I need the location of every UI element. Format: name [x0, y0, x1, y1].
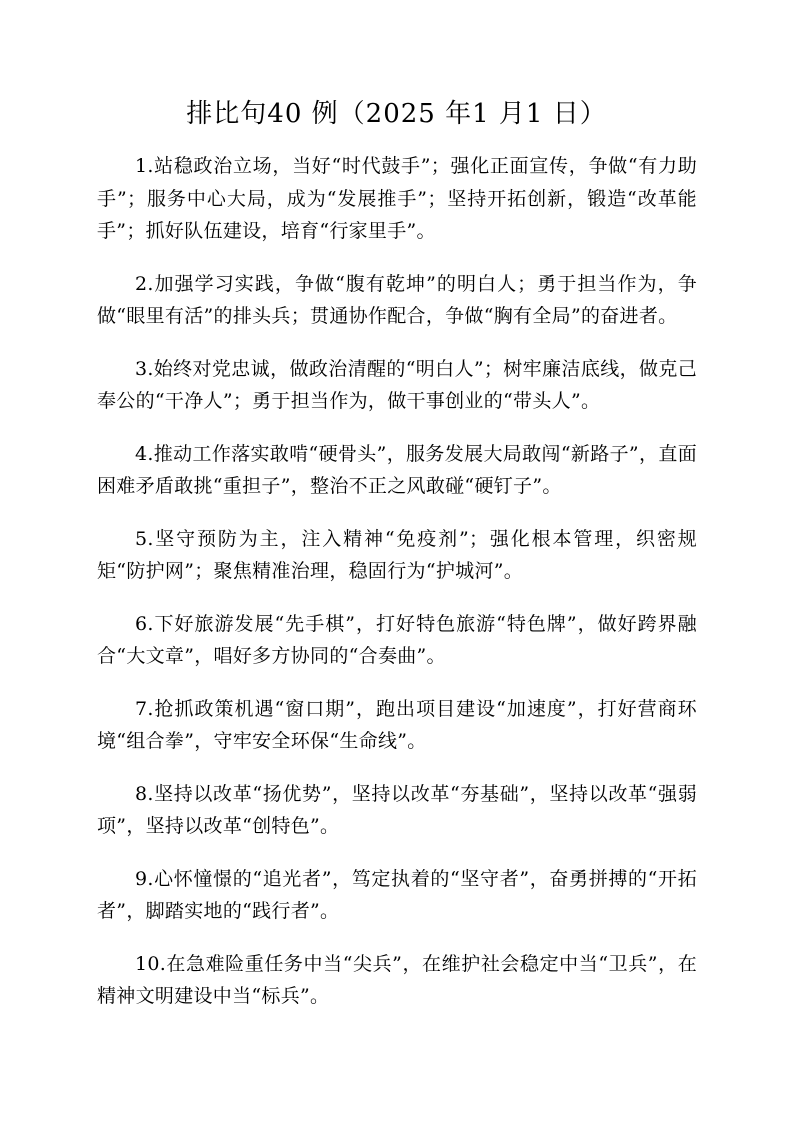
paragraph: 4.推动工作落实敢啃“硬骨头”，服务发展大局敢闯“新路子”，直面困难矛盾敢挑“重担子”，整治不正之风敢碰“硬钉子”。 [97, 442, 697, 497]
document-body [97, 150, 697, 1033]
paragraph: 1.站稳政治立场，当好“时代鼓手”；强化正面宣传，争做“有力助手”；服务中心大局，成为“发展推手”；坚持开拓创新，锻造“改革能手”；抓好队伍建设，培育“行家里手”。 [97, 155, 697, 242]
document-title: 排比句40 例（2025 年1 月1 日） [186, 99, 607, 129]
paragraph: 3.始终对党忠诚，做政治清醒的“明白人”；树牢廉洁底线，做克己奉公的“干净人”；勇于担当作为，做干事创业的“带头人”。 [97, 357, 697, 412]
paragraph: 7.抢抓政策机遇“窗口期”，跑出项目建设“加速度”，打好营商环境“组合拳”，守牢安全环保“生命线”。 [97, 697, 697, 752]
paragraph: 2.加强学习实践，争做“腹有乾坤”的明白人；勇于担当作为，争做“眼里有活”的排头兵；贯通协作配合，争做“胸有全局”的奋进者。 [97, 272, 697, 327]
paragraph: 10.在急难险重任务中当“尖兵”，在维护社会稳定中当“卫兵”，在精神文明建设中当“标兵”。 [97, 952, 697, 1007]
paragraph: 9.心怀憧憬的“追光者”，笃定执着的“坚守者”，奋勇拼搏的“开拓者”，脚踏实地的“践行者”。 [97, 867, 697, 922]
paragraph: 6.下好旅游发展“先手棋”，打好特色旅游“特色牌”，做好跨界融合“大文章”，唱好多方协同的“合奏曲”。 [97, 612, 697, 667]
paragraph: 8.坚持以改革“扬优势”，坚持以改革“夯基础”，坚持以改革“强弱项”，坚持以改革“创特色”。 [97, 782, 697, 837]
paragraph: 5.坚守预防为主，注入精神“免疫剂”；强化根本管理，织密规矩“防护网”；聚焦精准治理，稳固行为“护城河”。 [97, 527, 697, 582]
